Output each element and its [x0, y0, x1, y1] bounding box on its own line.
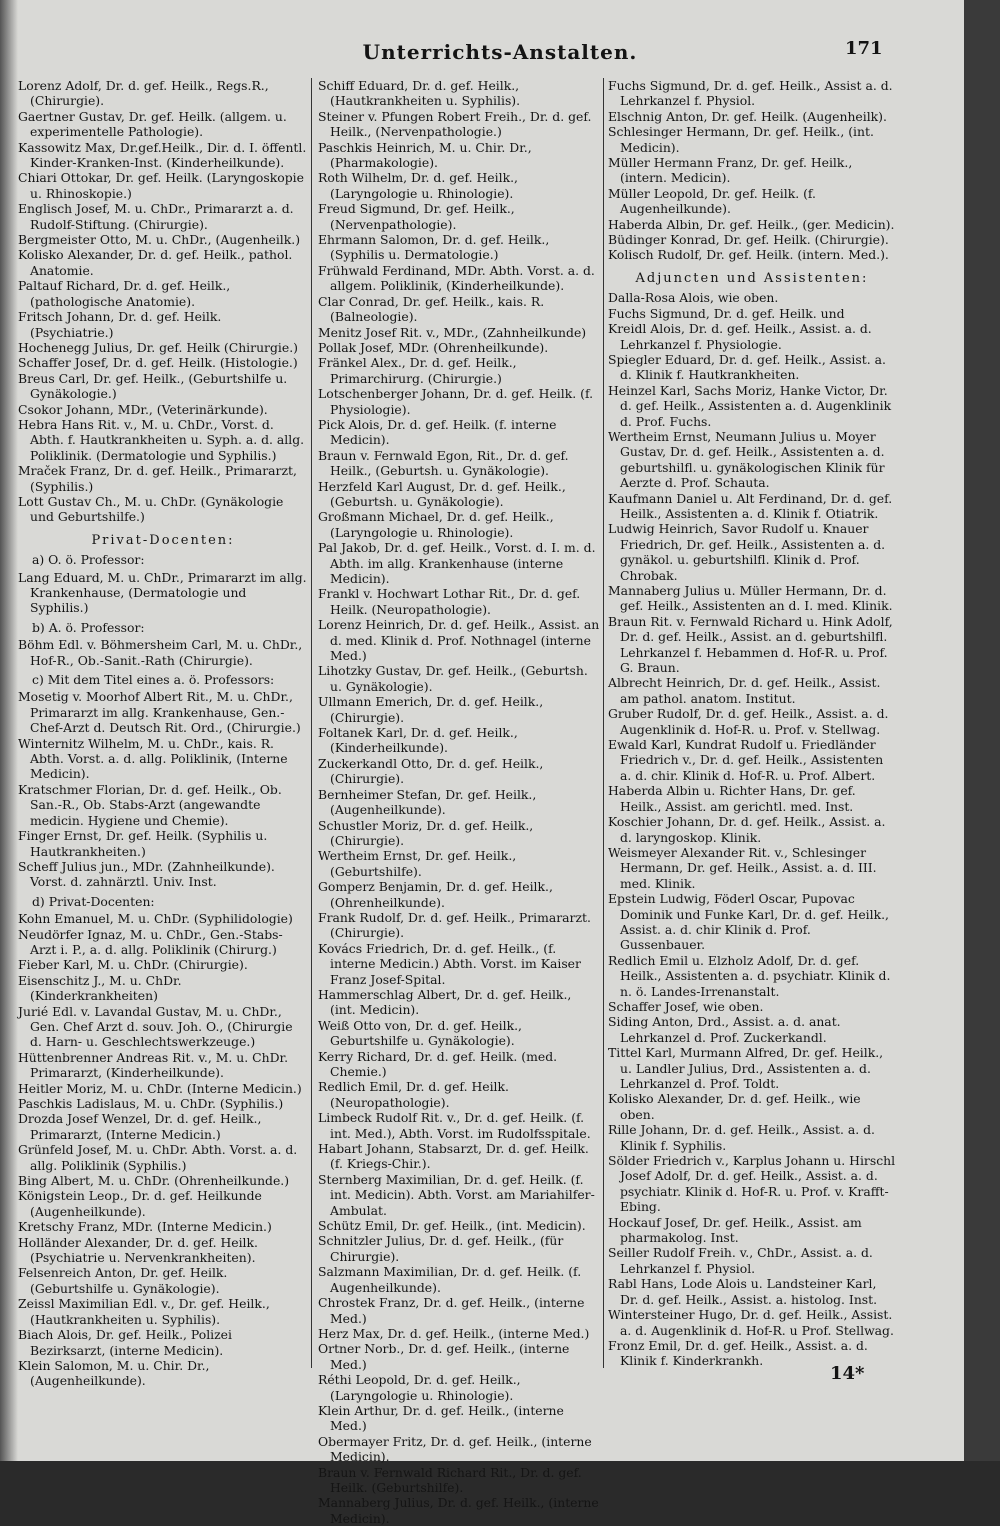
- directory-entry: Mannaberg Julius u. Müller Hermann, Dr. d. gef. Heilk., Assistenten an d. I. med. Klinik.: [608, 583, 893, 614]
- directory-entry: Hochenegg Julius, Dr. gef. Heilk (Chirurgie.): [18, 339, 298, 355]
- directory-entry: Schaffer Josef, wie oben.: [608, 998, 764, 1014]
- directory-entry: Englisch Josef, M. u. ChDr., Primararzt a. d. Rudolf-Stiftung. (Chirurgie).: [18, 201, 294, 232]
- directory-entry: Chrostek Franz, Dr. d. gef. Heilk., (interne Med.): [318, 1295, 585, 1326]
- directory-entry: Lorenz Heinrich, Dr. d. gef. Heilk., Assist. an d. med. Klinik d. Prof. Nothnagel (interne Med.): [318, 617, 600, 664]
- directory-entry: Albrecht Heinrich, Dr. d. gef. Heilk., Assist. am pathol. anatom. Institut.: [608, 675, 881, 706]
- directory-entry: Schustler Moriz, Dr. d. gef. Heilk., (Chirurgie).: [318, 817, 534, 848]
- directory-entry: Pick Alois, Dr. d. gef. Heilk. (f. interne Medicin).: [318, 416, 557, 448]
- directory-entry: Fuchs Sigmund, Dr. d. gef. Heilk. und: [608, 305, 845, 321]
- directory-entry: Haberda Albin u. Richter Hans, Dr. gef. Heilk., Assist. am gerichtl. med. Inst.: [608, 783, 856, 814]
- directory-entry: Kolisko Alexander, Dr. d. gef. Heilk., wie oben.: [608, 1091, 861, 1122]
- directory-entry: Mosetig v. Moorhof Albert Rit., M. u. ChDr., Primararzt im allg. Krankenhause, Gen.-Chef-Arzt d. Deutsch Rit. Ord., (Chirurgie.): [18, 689, 301, 736]
- directory-entry: Dalla-Rosa Alois, wie oben.: [608, 290, 779, 306]
- directory-entry: Kratschmer Florian, Dr. d. gef. Heilk., Ob. San.-R., Ob. Stabs-Arzt (angewandte medicin. Hygiene und Chemie).: [18, 781, 282, 828]
- directory-entry: Jurié Edl. v. Lavandal Gustav, M. u. ChDr., Gen. Chef Arzt d. souv. Joh. O., (Chirurgie d. Harn- u. Geschlechtswerkzeuge.): [18, 1003, 293, 1050]
- directory-entry: Mraček Franz, Dr. d. gef. Heilk., Primararzt, (Syphilis.): [18, 463, 297, 494]
- directory-entry: Kassowitz Max, Dr.gef.Heilk., Dir. d. I. öffentl. Kinder-Kranken-Inst. (Kinderheilkunde).: [18, 139, 307, 171]
- subsection-heading: c) Mit dem Titel eines a. ö. Professors:: [32, 672, 275, 688]
- subsection-heading: b) A. ö. Professor:: [32, 619, 145, 635]
- directory-entry: Ewald Karl, Kundrat Rudolf u. Friedländer Friedrich v., Dr. d. gef. Heilk., Assistenten a. d. chir. Klinik d. Hof-R. u. Prof. Albert.: [608, 737, 884, 783]
- directory-entry: Biach Alois, Dr. gef. Heilk., Polizei Bezirksarzt, (interne Medicin).: [18, 1327, 232, 1358]
- page-gutter-shadow: [0, 0, 18, 1461]
- directory-entry: Neudörfer Ignaz, M. u. ChDr., Gen.-Stabs-Arzt i. P., a. d. allg. Poliklinik (Chirurg.): [18, 926, 283, 957]
- directory-entry: Hüttenbrenner Andreas Rit. v., M. u. ChDr. Primararzt, (Kinderheilkunde).: [18, 1049, 289, 1081]
- directory-entry: Csokor Johann, MDr., (Veterinärkunde).: [18, 401, 268, 417]
- directory-entry: Ullmann Emerich, Dr. d. gef. Heilk., (Chirurgie).: [318, 694, 544, 725]
- directory-entry: Roth Wilhelm, Dr. d. gef. Heilk., (Laryngologie u. Rhinologie).: [318, 170, 518, 201]
- directory-entry: Bergmeister Otto, M. u. ChDr., (Augenheilk.): [18, 232, 301, 248]
- directory-entry: Siding Anton, Drd., Assist. a. d. anat. Lehrkanzel d. Prof. Zuckerkandl.: [608, 1014, 841, 1045]
- directory-entry: Klein Arthur, Dr. d. gef. Heilk., (interne Med.): [318, 1402, 564, 1434]
- directory-entry: Weiß Otto von, Dr. d. gef. Heilk., Geburtshilfe u. Gynäkologie).: [318, 1017, 522, 1049]
- directory-entry: Tittel Karl, Murmann Alfred, Dr. gef. Heilk., u. Landler Julius, Drd., Assistenten a. d. Lehrkanzel d. Prof. Toldt.: [608, 1045, 884, 1091]
- directory-entry: Pal Jakob, Dr. d. gef. Heilk., Vorst. d. I. m. d. Abth. im allg. Krankenhause (interne Medicin).: [318, 540, 596, 586]
- directory-entry: Mannaberg Julius, Dr. d. gef. Heilk., (interne Medicin).: [318, 1495, 599, 1526]
- directory-entry: Salzmann Maximilian, Dr. d. gef. Heilk. (f. Augenheilkunde).: [318, 1264, 582, 1295]
- directory-entry: Holländer Alexander, Dr. d. gef. Heilk. (Psychiatrie u. Nervenkrankheiten).: [18, 1234, 258, 1266]
- directory-entry: Breus Carl, Dr. gef. Heilk., (Geburtshilfe u. Gynäkologie.): [18, 370, 288, 402]
- directory-entry: Rabl Hans, Lode Alois u. Landsteiner Karl, Dr. d. gef. Heilk., Assist. a. histolog. Inst.: [608, 1276, 878, 1307]
- directory-entry: Hockauf Josef, Dr. gef. Heilk., Assist. am pharmakolog. Inst.: [608, 1214, 862, 1246]
- directory-entry: Weismeyer Alexander Rit. v., Schlesinger Hermann, Dr. gef. Heilk., Assist. a. d. III. med. Klinik.: [608, 844, 877, 891]
- column-3: [608, 78, 896, 1369]
- directory-entry: Kreidl Alois, Dr. d. gef. Heilk., Assist. a. d. Lehrkanzel f. Physiologie.: [608, 321, 872, 352]
- directory-entry: Paschkis Heinrich, M. u. Chir. Dr., (Pharmakologie).: [318, 139, 532, 171]
- directory-entry: Kaufmann Daniel u. Alt Ferdinand, Dr. d. gef. Heilk., Assistenten a. d. Klinik f. Otiatrik.: [608, 490, 893, 521]
- directory-entry: Drozda Josef Wenzel, Dr. d. gef. Heilk., Primararzt, (Interne Medicin.): [18, 1111, 262, 1142]
- directory-entry: Lotschenberger Johann, Dr. d. gef. Heilk. (f. Physiologie).: [318, 386, 594, 417]
- directory-entry: Heitler Moriz, M. u. ChDr. (Interne Medicin.): [18, 1080, 302, 1096]
- directory-entry: Redlich Emil u. Elzholz Adolf, Dr. d. gef. Heilk., Assistenten a. d. psychiatr. Klinik d. n. ö. Landes-Irrenanstalt.: [608, 952, 891, 999]
- directory-entry: Braun v. Fernwald Richard Rit., Dr. d. gef. Heilk. (Geburtshilfe).: [318, 1464, 582, 1495]
- directory-entry: Sternberg Maximilian, Dr. d. gef. Heilk. (f. int. Medicin). Abth. Vorst. am Mariahilfer-Ambulat.: [318, 1171, 595, 1218]
- directory-entry: Seiller Rudolf Freih. v., ChDr., Assist. a. d. Lehrkanzel f. Physiol.: [608, 1245, 873, 1276]
- directory-entry: Zeissl Maximilian Edl. v., Dr. gef. Heilk., (Hautkrankheiten u. Syphilis).: [18, 1296, 270, 1327]
- directory-entry: Sölder Friedrich v., Karplus Johann u. Hirschl Josef Adolf, Dr. d. gef. Heilk., Assist. a. d. psychiatr. Klinik d. Hof-R. u. Prof. v. Krafft-Ebing.: [608, 1153, 896, 1215]
- directory-entry: Winternitz Wilhelm, M. u. ChDr., kais. R. Abth. Vorst. a. d. allg. Poliklinik, (Interne Medicin).: [18, 735, 288, 782]
- directory-entry: Kolisko Alexander, Dr. d. gef. Heilk., pathol. Anatomie.: [18, 247, 293, 278]
- directory-entry: Kohn Emanuel, M. u. ChDr. (Syphilidologie): [18, 911, 293, 927]
- subsection-heading: a) O. ö. Professor:: [32, 552, 145, 568]
- directory-entry: Felsenreich Anton, Dr. gef. Heilk. (Geburtshilfe u. Gynäkologie).: [18, 1265, 228, 1296]
- directory-entry: Lang Eduard, M. u. ChDr., Primararzt im allg. Krankenhause, (Dermatologie und Syphilis.): [18, 569, 307, 616]
- directory-entry: Schnitzler Julius, Dr. d. gef. Heilk., (für Chirurgie).: [318, 1233, 564, 1264]
- directory-entry: Schiff Eduard, Dr. d. gef. Heilk., (Hautkrankheiten u. Syphilis).: [318, 78, 521, 109]
- directory-entry: Kovács Friedrich, Dr. d. gef. Heilk., (f. interne Medicin.) Abth. Vorst. im Kaiser Franz Josef-Spital.: [318, 940, 581, 987]
- directory-entry: Steiner v. Pfungen Robert Freih., Dr. d. gef. Heilk., (Nervenpathologie.): [318, 108, 592, 140]
- directory-entry: Limbeck Rudolf Rit. v., Dr. d. gef. Heilk. (f. int. Med.), Abth. Vorst. im Rudolfsspitale.: [318, 1110, 591, 1141]
- page-number: 171: [845, 38, 883, 59]
- directory-entry: Herz Max, Dr. d. gef. Heilk., (interne Med.): [318, 1325, 590, 1341]
- directory-entry: Spiegler Eduard, Dr. d. gef. Heilk., Assist. a. d. Klinik f. Hautkrankheiten.: [608, 351, 886, 383]
- directory-entry: Gaertner Gustav, Dr. gef. Heilk. (allgem. u. experimentelle Pathologie).: [18, 108, 287, 140]
- directory-entry: Gomperz Benjamin, Dr. d. gef. Heilk., (Ohrenheilkunde).: [318, 879, 553, 910]
- directory-entry: Menitz Josef Rit. v., MDr., (Zahnheilkunde): [318, 324, 587, 340]
- section-heading: Privat-Docenten:: [91, 532, 235, 548]
- directory-entry: Freud Sigmund, Dr. gef. Heilk., (Nervenpathologie).: [318, 201, 515, 232]
- directory-entry: Lott Gustav Ch., M. u. ChDr. (Gynäkologie und Geburtshilfe.): [18, 493, 284, 525]
- column-rule-1: [311, 78, 312, 1368]
- directory-entry: Eisenschitz J., M. u. ChDr. (Kinderkrankheiten): [18, 972, 182, 1004]
- directory-entry: Lihotzky Gustav, Dr. gef. Heilk., (Geburtsh. u. Gynäkologie).: [318, 663, 588, 694]
- directory-entry: Zuckerkandl Otto, Dr. d. gef. Heilk., (Chirurgie).: [318, 755, 544, 787]
- directory-entry: Königstein Leop., Dr. d. gef. Heilkunde (Augenheilkunde).: [18, 1188, 262, 1219]
- directory-entry: Klein Salomon, M. u. Chir. Dr., (Augenheilkunde).: [18, 1357, 210, 1389]
- directory-entry: Heinzel Karl, Sachs Moriz, Hanke Victor, Dr. d. gef. Heilk., Assistenten a. d. Augenklinik d. Prof. Fuchs.: [608, 382, 892, 429]
- directory-entry: Schlesinger Hermann, Dr. gef. Heilk., (int. Medicin).: [608, 124, 874, 155]
- directory-entry: Ortner Norb., Dr. d. gef. Heilk., (interne Med.): [318, 1341, 570, 1372]
- directory-entry: Braun Rit. v. Fernwald Richard u. Hink Adolf, Dr. d. gef. Heilk., Assist. an d. geburtshilfl. Lehrkanzel f. Hebammen d. Hof-R. u. Prof. G. Braun.: [608, 613, 893, 676]
- directory-entry: Wertheim Ernst, Neumann Julius u. Moyer Gustav, Dr. d. gef. Heilk., Assistenten a. d. geburtshilfl. u. gynäkologischen Klinik für Aerzte d. Prof. Schauta.: [608, 428, 885, 491]
- directory-entry: Redlich Emil, Dr. d. gef. Heilk. (Neuropathologie).: [318, 1079, 509, 1110]
- directory-entry: Großmann Michael, Dr. d. gef. Heilk., (Laryngologie u. Rhinologie).: [318, 509, 554, 540]
- directory-entry: Rille Johann, Dr. d. gef. Heilk., Assist. a. d. Klinik f. Syphilis.: [608, 1122, 875, 1153]
- directory-entry: Obermayer Fritz, Dr. d. gef. Heilk., (interne Medicin).: [318, 1433, 592, 1465]
- directory-entry: Müller Hermann Franz, Dr. gef. Heilk., (intern. Medicin).: [608, 155, 853, 186]
- directory-entry: Frühwald Ferdinand, MDr. Abth. Vorst. a. d. allgem. Poliklinik, (Kinderheilkunde).: [318, 262, 595, 294]
- signature-mark: 14*: [830, 1363, 865, 1384]
- directory-entry: Lorenz Adolf, Dr. d. gef. Heilk., Regs.R., (Chirurgie).: [18, 78, 269, 109]
- directory-entry: Müller Leopold, Dr. gef. Heilk. (f. Augenheilkunde).: [608, 185, 816, 217]
- directory-entry: Finger Ernst, Dr. gef. Heilk. (Syphilis u. Hautkrankheiten.): [18, 828, 268, 859]
- directory-entry: Gruber Rudolf, Dr. d. gef. Heilk., Assist. a. d. Augenklinik d. Hof-R. u. Prof. v. Stellwag.: [608, 706, 889, 737]
- directory-entry: Schütz Emil, Dr. gef. Heilk., (int. Medicin).: [318, 1218, 586, 1234]
- column-1: [18, 78, 308, 1389]
- directory-entry: Haberda Albin, Dr. gef. Heilk., (ger. Medicin).: [608, 216, 895, 232]
- directory-entry: Koschier Johann, Dr. d. gef. Heilk., Assist. a. d. laryngoskop. Klinik.: [608, 814, 886, 845]
- section-heading: Adjuncten und Assistenten:: [635, 270, 869, 286]
- directory-entry: Fritsch Johann, Dr. d. gef. Heilk. (Psychiatrie.): [18, 309, 222, 340]
- subsection-heading: d) Privat-Docenten:: [32, 893, 155, 909]
- directory-entry: Ludwig Heinrich, Savor Rudolf u. Knauer Friedrich, Dr. gef. Heilk., Assistenten a. d. gynäkol. u. geburtshilfl. Klinik d. Prof. Chrobak.: [608, 521, 886, 583]
- column-rule-2: [603, 78, 604, 1368]
- directory-entry: Ehrmann Salomon, Dr. d. gef. Heilk., (Syphilis u. Dermatologie.): [318, 232, 550, 263]
- directory-entry: Paschkis Ladislaus, M. u. ChDr. (Syphilis.): [18, 1096, 284, 1111]
- directory-entry: Grünfeld Josef, M. u. ChDr. Abth. Vorst. a. d. allg. Poliklinik (Syphilis.): [18, 1142, 298, 1173]
- directory-entry: Foltanek Karl, Dr. d. gef. Heilk., (Kinderheilkunde).: [318, 725, 518, 756]
- directory-entry: Scheff Julius jun., MDr. (Zahnheilkunde). Vorst. d. zahnärztl. Univ. Inst.: [18, 858, 275, 890]
- directory-entry: Bing Albert, M. u. ChDr. (Ohrenheilkunde.): [18, 1173, 290, 1189]
- directory-entry: Schaffer Josef, Dr. d. gef. Heilk. (Histologie.): [18, 355, 298, 371]
- scan-edge: [964, 0, 1000, 1461]
- directory-entry: Clar Conrad, Dr. gef. Heilk., kais. R. (Balneologie).: [318, 293, 545, 325]
- directory-entry: Herzfeld Karl August, Dr. d. gef. Heilk., (Geburtsh. u. Gynäkologie).: [318, 478, 566, 509]
- directory-entry: Pollak Josef, MDr. (Ohrenheilkunde).: [318, 339, 549, 355]
- directory-entry: Braun v. Fernwald Egon, Rit., Dr. d. gef. Heilk., (Geburtsh. u. Gynäkologie).: [318, 447, 569, 479]
- directory-entry: Fuchs Sigmund, Dr. d. gef. Heilk., Assist a. d. Lehrkanzel f. Physiol.: [608, 78, 893, 109]
- directory-entry: Hammerschlag Albert, Dr. d. gef. Heilk., (int. Medicin).: [318, 986, 572, 1018]
- directory-entry: Chiari Ottokar, Dr. gef. Heilk. (Laryngoskopie u. Rhinoskopie.): [18, 170, 304, 201]
- directory-entry: Frank Rudolf, Dr. d. gef. Heilk., Primararzt. (Chirurgie).: [318, 909, 591, 941]
- directory-entry: Kretschy Franz, MDr. (Interne Medicin.): [18, 1219, 272, 1235]
- column-2: [318, 78, 600, 1526]
- directory-entry: Wertheim Ernst, Dr. gef. Heilk., (Geburtshilfe).: [318, 848, 517, 879]
- directory-entry: Hebra Hans Rit. v., M. u. ChDr., Vorst. d. Abth. f. Hautkrankheiten u. Syph. a. d. allg. Poliklinik. (Dermatologie und Syphilis.): [18, 416, 305, 463]
- directory-entry: Fronz Emil, Dr. d. gef. Heilk., Assist. a. d. Klinik f. Kinderkrankh.: [608, 1337, 868, 1369]
- directory-entry: Wintersteiner Hugo, Dr. d. gef. Heilk., Assist. a. d. Augenklinik d. Hof-R. u Prof. Stellwag.: [608, 1307, 894, 1338]
- directory-entry: Réthi Leopold, Dr. d. gef. Heilk., (Laryngologie u. Rhinologie).: [318, 1372, 521, 1403]
- directory-entry: Büdinger Konrad, Dr. gef. Heilk. (Chirurgie).: [608, 232, 889, 248]
- directory-entry: Bernheimer Stefan, Dr. gef. Heilk., (Augenheilkunde).: [318, 786, 537, 818]
- directory-entry: Kerry Richard, Dr. d. gef. Heilk. (med. Chemie.): [318, 1048, 558, 1079]
- directory-entry: Fränkel Alex., Dr. d. gef. Heilk., Primarchirurg. (Chirurgie.): [318, 355, 517, 386]
- directory-entry: Frankl v. Hochwart Lothar Rit., Dr. d. gef. Heilk. (Neuropathologie).: [318, 586, 581, 617]
- directory-entry: Kolisch Rudolf, Dr. gef. Heilk. (intern. Med.).: [608, 247, 889, 263]
- directory-entry: Habart Johann, Stabsarzt, Dr. d. gef. Heilk. (f. Kriegs-Chir.).: [318, 1141, 589, 1172]
- directory-entry: Böhm Edl. v. Böhmersheim Carl, M. u. ChDr., Hof-R., Ob.-Sanit.-Rath (Chirurgie).: [18, 637, 303, 668]
- running-header: Unterrichts-Anstalten.: [362, 40, 638, 64]
- directory-entry: Paltauf Richard, Dr. d. gef. Heilk., (pathologische Anatomie).: [18, 278, 231, 309]
- directory-entry: Fieber Karl, M. u. ChDr. (Chirurgie).: [18, 957, 248, 973]
- directory-entry: Epstein Ludwig, Föderl Oscar, Pupovac Dominik und Funke Karl, Dr. d. gef. Heilk., Assist. a. d. chir Klinik d. Prof. Gussenbauer.: [608, 891, 889, 953]
- directory-entry: Elschnig Anton, Dr. gef. Heilk. (Augenheilk).: [608, 108, 887, 124]
